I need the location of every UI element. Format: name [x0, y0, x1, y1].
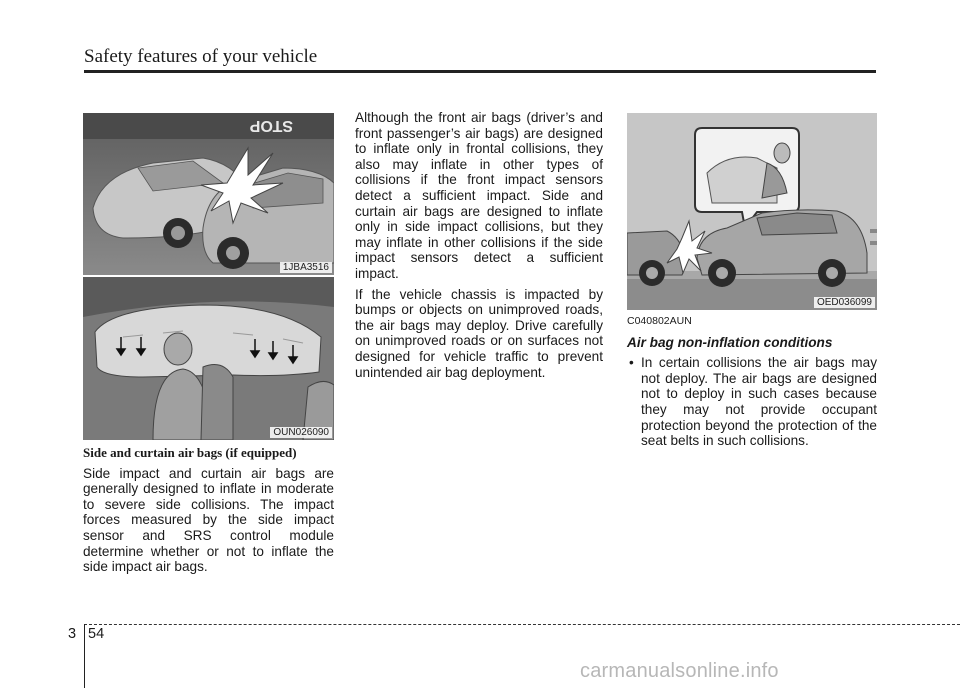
- column-middle: [355, 110, 603, 385]
- curtain-airbag-illustration: [83, 277, 334, 440]
- figure-label: OUN026090: [270, 427, 332, 438]
- paragraph: If the vehicle chassis is impacted by bumps or objects on unimproved roads, the air bags may deploy. Drive carefully on unimproved roads or on surfaces not designed for vehicle traffic to prevent unintended air bag deployment.: [355, 286, 603, 380]
- svg-text:STOP: STOP: [249, 117, 293, 134]
- side-collision-illustration: [83, 113, 334, 275]
- rear-collision-illustration: [627, 113, 877, 310]
- paragraph: Although the front air bags (driver’s and front passenger’s air bags) are designed to inflate only in frontal collisions, they also may inflate in other types of collisions if the front impact sensors detect a sufficient impact. Side and curtain air bags are designed to inflate only in side impact collisions, but they may inflate in other collisions if the side impact sensors detect a sufficient impact.: [355, 110, 603, 281]
- page-number: 54: [88, 626, 105, 642]
- header-rule: [84, 70, 876, 73]
- bullet-text: In certain collisions the air bags may not deploy. The air bags are designed not to deploy in such cases because they may not provide occupant protection beyond the protection of the seat belts in such collisions.: [641, 355, 877, 449]
- page-header-title: Safety features of your vehicle: [84, 46, 318, 67]
- watermark: carmanualsonline.info: [580, 660, 779, 682]
- footer-rule: [84, 624, 960, 625]
- figure-label: OED036099: [814, 297, 875, 308]
- bullet-item: [627, 355, 877, 449]
- footer-divider: [84, 624, 85, 688]
- bullet-dot: •: [629, 355, 634, 371]
- road-stop-marking: [249, 117, 293, 134]
- subheading: Air bag non-inflation conditions: [627, 334, 833, 350]
- section-heading: Side and curtain air bags (if equipped): [83, 445, 297, 460]
- column-right: [627, 314, 877, 454]
- figure-label: 1JBA3516: [280, 262, 332, 273]
- section-code: C040802AUN: [627, 315, 692, 327]
- chapter-number: 3: [68, 626, 77, 642]
- paragraph: Side impact and curtain air bags are generally designed to inflate in moderate to severe side collisions. The impact forces measured by the side impact sensor and SRS control module determine whether or not to inflate the side impact air bags.: [83, 465, 334, 575]
- column-left: [83, 445, 334, 580]
